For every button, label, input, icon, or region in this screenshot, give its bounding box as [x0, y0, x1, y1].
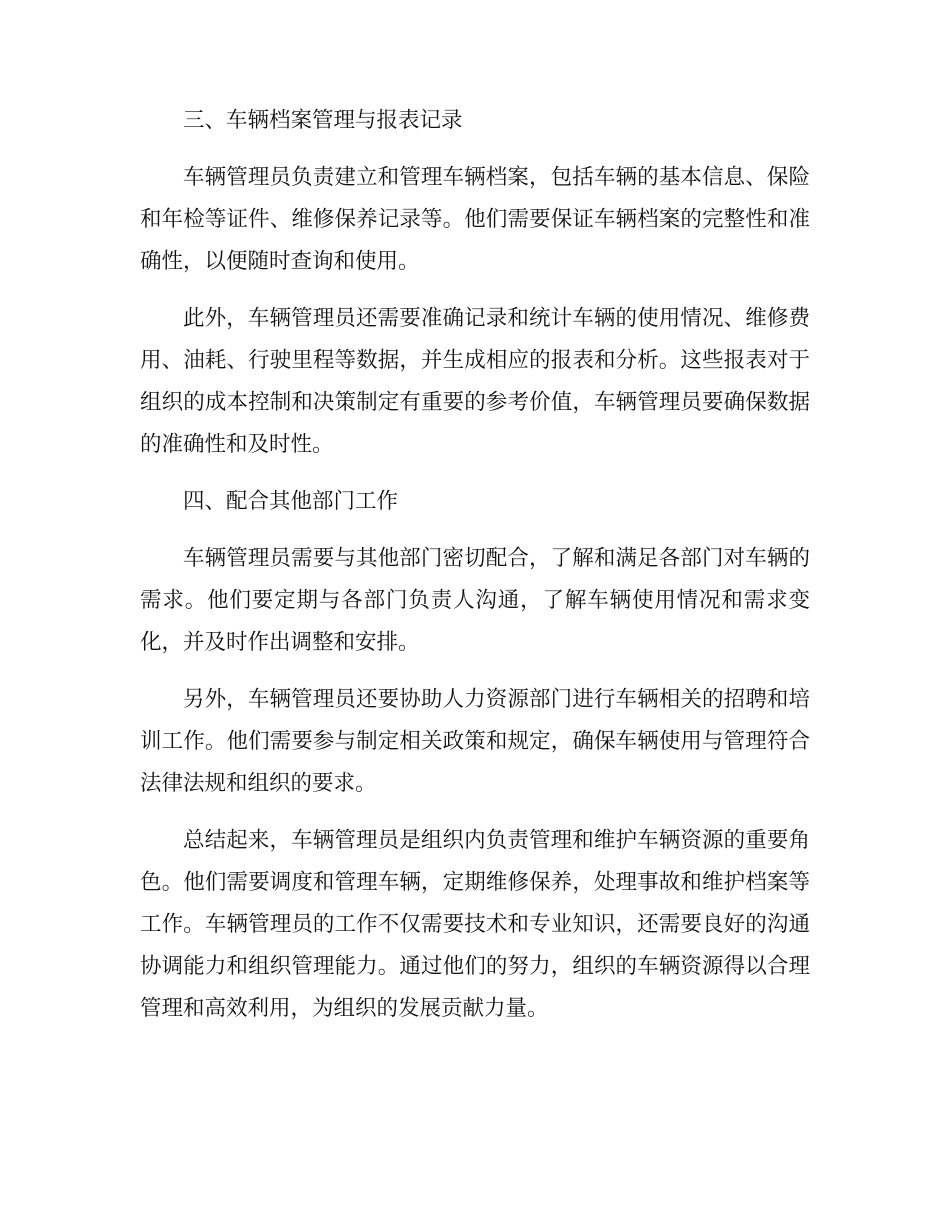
- document-body: [140, 100, 810, 1045]
- paragraph-summary: 总结起来，车辆管理员是组织内负责管理和维护车辆资源的重要角色。他们需要调度和管理车辆，定期维修保养，处理事故和维护档案等工作。车辆管理员的工作不仅需要技术和专业知识，还需要良好的沟通协调能力和组织管理能力。通过他们的努力，组织的车辆资源得以合理管理和高效利用，为组织的发展贡献力量。: [140, 828, 810, 1021]
- paragraph-department-coordination: 车辆管理员需要与其他部门密切配合，了解和满足各部门对车辆的需求。他们要定期与各部门负责人沟通，了解车辆使用情况和需求变化，并及时作出调整和安排。: [140, 546, 810, 655]
- section-heading-department-cooperation: 四、配合其他部门工作: [183, 489, 399, 514]
- paragraph-hr-assistance: 另外，车辆管理员还要协助人力资源部门进行车辆相关的招聘和培训工作。他们需要参与制定相关政策和规定，确保车辆使用与管理符合法律法规和组织的要求。: [140, 687, 810, 796]
- paragraph-vehicle-archive: 车辆管理员负责建立和管理车辆档案，包括车辆的基本信息、保险和年检等证件、维修保养记录等。他们需要保证车辆档案的完整性和准确性，以便随时查询和使用。: [140, 165, 810, 274]
- paragraph-usage-statistics: 此外，车辆管理员还需要准确记录和统计车辆的使用情况、维修费用、油耗、行驶里程等数据，并生成相应的报表和分析。这些报表对于组织的成本控制和决策制定有重要的参考价值，车辆管理员要确保数据的准确性和及时性。: [140, 306, 810, 457]
- section-heading-vehicle-records: 三、车辆档案管理与报表记录: [183, 108, 463, 133]
